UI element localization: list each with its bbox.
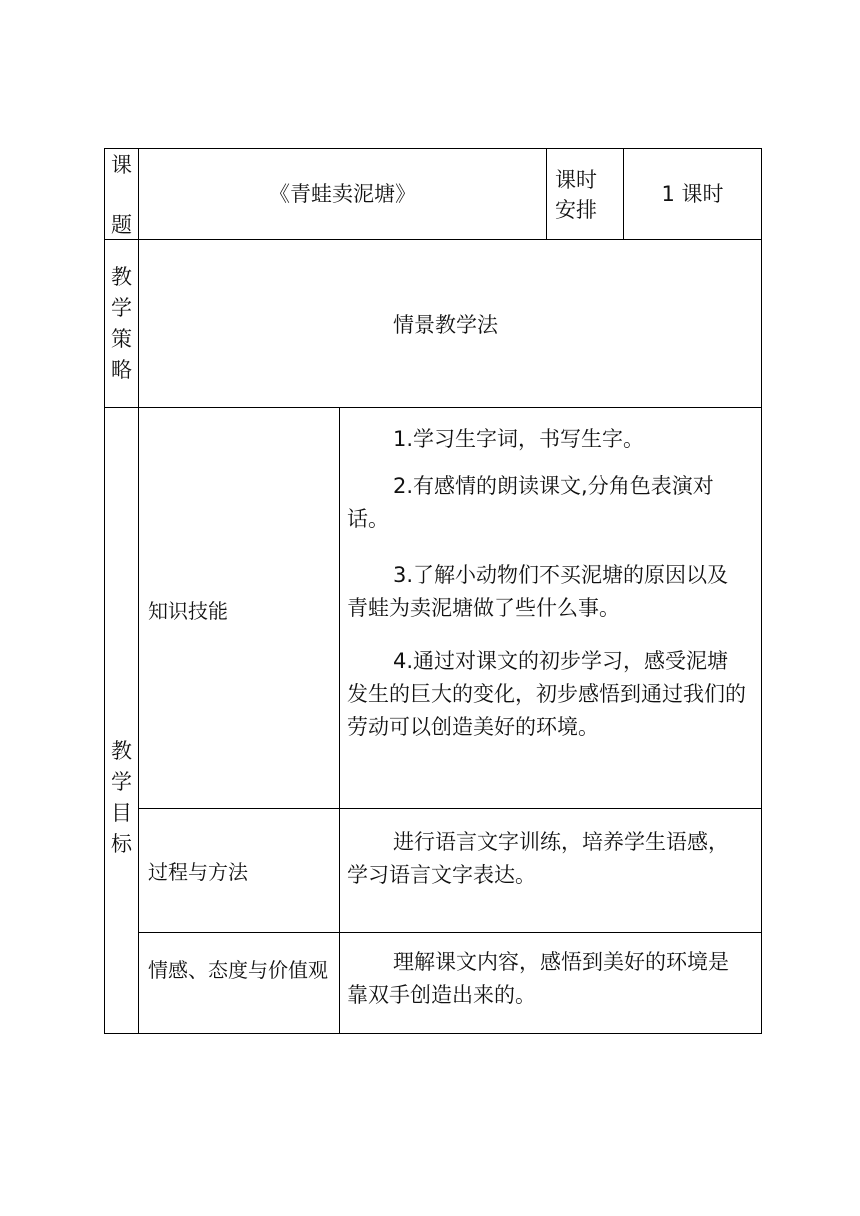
period-value: 1 课时 — [661, 182, 724, 206]
emotion-text: 理解课文内容，感悟到美好的环境是靠双手创造出来的。 — [347, 950, 729, 1007]
knowledge-item: 3.了解小动物们不买泥塘的原因以及青蛙为卖泥塘做了些什么事。 — [347, 563, 729, 620]
knowledge-label: 知识技能 — [148, 599, 228, 623]
lesson-title: 《青蛙卖泥塘》 — [269, 182, 416, 206]
goals-label-char: 标 — [111, 832, 132, 856]
period-label-line1: 课时 — [555, 168, 597, 192]
period-label-line2: 安排 — [555, 198, 597, 222]
process-text: 进行语言文字训练，培养学生语感，学习语言文字表达。 — [347, 830, 729, 887]
topic-label-top: 课 — [111, 153, 132, 177]
table-col-divider — [339, 407, 340, 1034]
table-col-divider — [546, 148, 547, 240]
table-row-divider — [138, 932, 762, 933]
table-border-top — [104, 148, 762, 149]
strategy-label-char: 略 — [111, 358, 132, 382]
knowledge-item: 4.通过对课文的初步学习，感受泥塘发生的巨大的变化，初步感悟到通过我们的劳动可以创造美好的环境。 — [347, 649, 746, 739]
strategy-label-char: 策 — [111, 327, 132, 351]
table-row-divider — [104, 239, 762, 240]
table-col-divider — [138, 148, 139, 1034]
process-label: 过程与方法 — [148, 860, 248, 884]
table-row-divider — [104, 407, 762, 408]
strategy-value: 情景教学法 — [393, 313, 498, 337]
table-row-divider — [138, 808, 762, 809]
knowledge-item: 1.学习生字词，书写生字。 — [393, 427, 645, 451]
topic-label-bottom: 题 — [111, 213, 132, 237]
strategy-label-char: 教 — [111, 265, 132, 289]
table-border-right — [761, 148, 762, 1034]
goals-label-char: 学 — [111, 770, 132, 794]
emotion-label: 情感、态度与价值观 — [148, 958, 328, 982]
knowledge-item: 2.有感情的朗读课文,分角色表演对话。 — [347, 474, 714, 531]
goals-label-char: 目 — [111, 801, 132, 825]
goals-label-char: 教 — [111, 739, 132, 763]
strategy-label-char: 学 — [111, 296, 132, 320]
table-border-bottom — [104, 1033, 762, 1034]
